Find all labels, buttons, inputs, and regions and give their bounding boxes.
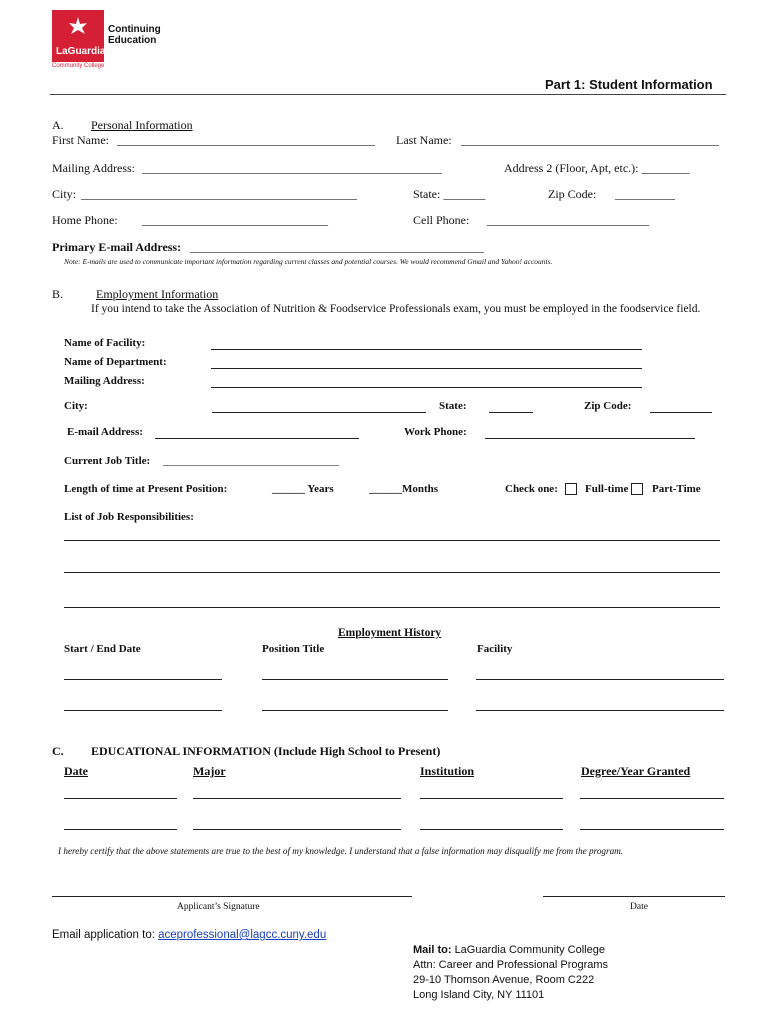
- employer-city-field[interactable]: [212, 412, 426, 413]
- employer-email-field[interactable]: [155, 438, 359, 439]
- responsibilities-label: List of Job Responsibilities:: [64, 511, 194, 523]
- education-date-field[interactable]: [64, 798, 177, 799]
- email-prefix: Email application to:: [52, 929, 155, 941]
- job-title-field[interactable]: ________________________________: [163, 455, 339, 467]
- history-facility-field[interactable]: [476, 710, 724, 711]
- responsibilities-line-2[interactable]: [64, 572, 720, 573]
- mail-to-line: LaGuardia Community College: [454, 944, 605, 956]
- employer-state-label: State:: [439, 400, 467, 412]
- section-c-title: EDUCATIONAL INFORMATION (Include High School to Present): [91, 744, 441, 758]
- col-start-end-date: Start / End Date: [64, 643, 141, 655]
- full-time-label: Full-time: [585, 483, 629, 495]
- mail-to-block: [413, 943, 608, 1003]
- history-date-field[interactable]: [64, 679, 222, 680]
- date-label: Date: [630, 902, 648, 912]
- employer-email-label: E-mail Address:: [67, 426, 143, 438]
- history-position-field[interactable]: [262, 710, 448, 711]
- section-a-letter: A.: [52, 118, 64, 132]
- mailing-label: Mailing Address:: [52, 161, 135, 175]
- cell-phone-label: Cell Phone:: [413, 213, 470, 227]
- signature-label: Applicant’s Signature: [177, 902, 260, 912]
- mail-to-line: Attn: Career and Professional Programs: [413, 959, 609, 971]
- zip-label: Zip Code:: [548, 187, 597, 201]
- history-position-field[interactable]: [262, 679, 448, 680]
- section-a-title: Personal Information: [91, 118, 193, 132]
- mail-to-line: Long Island City, NY 11101: [413, 989, 545, 1001]
- department-field[interactable]: [211, 368, 642, 369]
- email-note: Note: E-mails are used to communicate important information regarding current classes and potential courses. We would recommend Gmail and Yahoo! accounts.: [64, 257, 553, 266]
- history-facility-field[interactable]: [476, 679, 724, 680]
- job-title-label: Current Job Title:: [64, 455, 151, 467]
- col-date: Date: [64, 764, 88, 778]
- full-time-checkbox[interactable]: [565, 483, 577, 495]
- starburst-icon: [52, 10, 104, 62]
- responsibilities-line-1[interactable]: [64, 540, 720, 541]
- education-major-field[interactable]: [193, 798, 401, 799]
- header-rule: [50, 94, 726, 95]
- col-facility: Facility: [477, 643, 513, 655]
- signature-field[interactable]: [52, 896, 412, 897]
- college-logo: [52, 10, 104, 62]
- responsibilities-line-3[interactable]: [64, 607, 720, 608]
- home-phone-field[interactable]: _______________________________: [142, 213, 328, 227]
- last-name-field[interactable]: ___________________________________________: [461, 133, 719, 147]
- history-date-field[interactable]: [64, 710, 222, 711]
- col-institution: Institution: [420, 764, 475, 778]
- first-name-label: First Name:: [52, 133, 109, 147]
- application-email-link[interactable]: aceprofessional@lagcc.cuny.edu: [158, 929, 327, 941]
- education-degree-field[interactable]: [580, 798, 724, 799]
- employer-city-label: City:: [64, 400, 88, 412]
- logo-name: LaGuardia: [56, 46, 104, 57]
- employment-history-title: Employment History: [338, 627, 442, 639]
- zip-field[interactable]: __________: [615, 187, 675, 201]
- years-field[interactable]: ______ Years: [272, 483, 334, 495]
- part-time-label: Part-Time: [652, 483, 701, 495]
- col-degree: Degree/Year Granted: [581, 764, 691, 778]
- home-phone-label: Home Phone:: [52, 213, 118, 227]
- employer-zip-field[interactable]: [650, 412, 712, 413]
- employer-mailing-field[interactable]: [211, 387, 642, 388]
- section-c-letter: C.: [52, 744, 64, 758]
- facility-label: Name of Facility:: [64, 337, 146, 349]
- logo-subtitle: Community College: [52, 63, 105, 69]
- part-title: Part 1: Student Information: [545, 77, 713, 92]
- date-field[interactable]: [543, 896, 725, 897]
- employer-mailing-label: Mailing Address:: [64, 375, 145, 387]
- mailing-field[interactable]: __________________________________________________: [142, 161, 442, 175]
- col-position-title: Position Title: [262, 643, 325, 655]
- education-institution-field[interactable]: [420, 798, 563, 799]
- education-major-field[interactable]: [193, 829, 401, 830]
- address2-field[interactable]: Address 2 (Floor, Apt, etc.): ________: [504, 161, 690, 175]
- check-one-label: Check one:: [505, 483, 558, 495]
- work-phone-field[interactable]: [485, 438, 695, 439]
- employer-state-field[interactable]: [489, 412, 533, 413]
- first-name-field[interactable]: ___________________________________________: [117, 133, 375, 147]
- education-degree-field[interactable]: [580, 829, 724, 830]
- facility-field[interactable]: [211, 349, 642, 350]
- section-b-letter: B.: [52, 287, 64, 301]
- program-name: Continuing Education: [108, 24, 161, 46]
- city-field[interactable]: ______________________________________________: [81, 187, 357, 201]
- email-application-line: [52, 929, 326, 941]
- part-time-checkbox[interactable]: [631, 483, 643, 495]
- mail-to-label: Mail to:: [413, 944, 452, 956]
- education-date-field[interactable]: [64, 829, 177, 830]
- email-label: Primary E-mail Address:: [52, 240, 182, 254]
- city-label: City:: [52, 187, 77, 201]
- state-field[interactable]: State: _______: [413, 187, 486, 201]
- cell-phone-field[interactable]: ___________________________: [487, 213, 649, 227]
- months-field[interactable]: ______Months: [369, 483, 439, 495]
- last-name-label: Last Name:: [396, 133, 452, 147]
- department-label: Name of Department:: [64, 356, 167, 368]
- col-major: Major: [193, 764, 226, 778]
- work-phone-label: Work Phone:: [404, 426, 467, 438]
- education-institution-field[interactable]: [420, 829, 563, 830]
- section-b-title: Employment Information: [96, 287, 219, 301]
- certification-statement: I hereby certify that the above statements are true to the best of my knowledge. I understand that a false information may disqualify me from the program.: [58, 846, 624, 856]
- mail-to-line: 29-10 Thomson Avenue, Room C222: [413, 974, 595, 986]
- employer-zip-label: Zip Code:: [584, 400, 632, 412]
- length-label: Length of time at Present Position:: [64, 483, 228, 495]
- employment-intro: If you intend to take the Association of Nutrition & Foodservice Professionals exam, you must be employed in the foodservice field.: [91, 303, 701, 315]
- email-field[interactable]: _________________________________________________: [190, 240, 484, 254]
